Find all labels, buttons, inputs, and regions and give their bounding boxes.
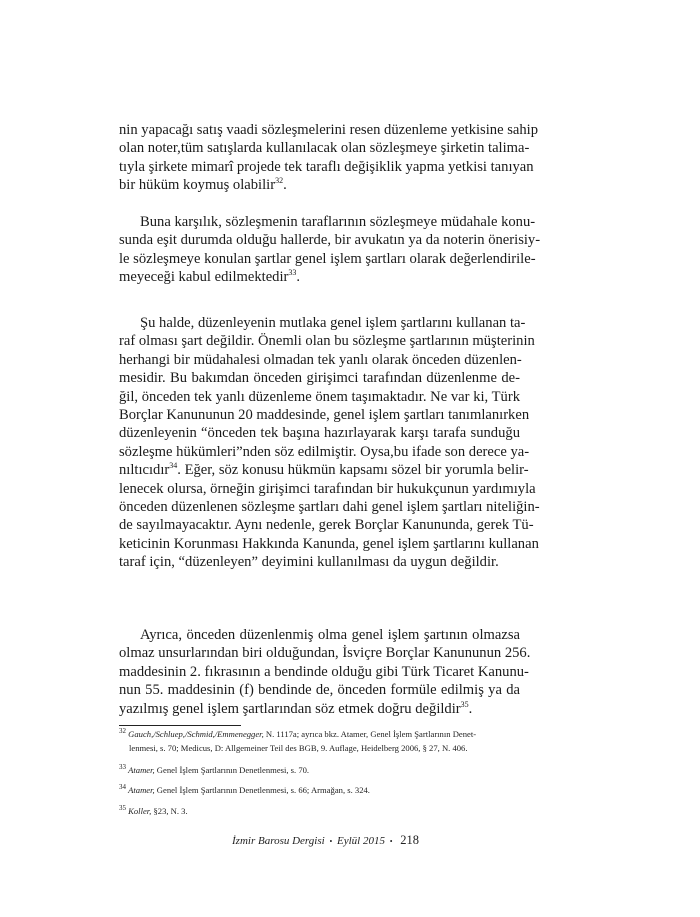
footnote-text: §23, N. 3. bbox=[151, 806, 188, 816]
text-line-last: meyeceği kabul edilmektedir$^{33}$. bbox=[119, 268, 301, 286]
footnote-32 bbox=[119, 728, 529, 755]
footnote-35 bbox=[119, 805, 529, 819]
issue-date: Eylül 2015 bbox=[337, 835, 385, 847]
text-line: olan noter,tüm satışlarda kullanılacak olan sözleşmeye şirketin talima- bbox=[119, 140, 530, 157]
text-fragment: meyeceği kabul edilmektedir bbox=[119, 269, 289, 286]
text-line: mesidir. Bu bakımdan önceden girişimci tarafından düzenlenme de- bbox=[119, 370, 520, 387]
footnote-ref-34: 34 bbox=[169, 461, 178, 471]
text-fragment: bir hüküm koymuş olabilir bbox=[119, 177, 276, 194]
text-line: le sözleşmeye konulan şartlar genel işlem şartları olarak değerlendirile- bbox=[119, 250, 536, 267]
journal-name: İzmir Barosu Dergisi bbox=[232, 835, 325, 847]
text-line: herhangi bir müdahalesi olmadan tek yanlı olarak önceden düzenlen- bbox=[119, 351, 522, 368]
text-line: lenecek olursa, örneğin girişimci tarafından bir hukukçunun yardımıyla bbox=[119, 480, 536, 497]
page-footer bbox=[232, 833, 419, 848]
text-line-last: taraf için, “düzenleyen” deyimini kullanılması da uygun değildir. bbox=[119, 554, 499, 571]
footnote-34 bbox=[119, 784, 529, 798]
footnote-ref-32: 32 bbox=[275, 176, 284, 186]
text-line: de sayılmayacaktır. Aynı nedenle, gerek Borçlar Kanununda, gerek Tü- bbox=[119, 517, 534, 534]
paragraph-1 bbox=[119, 121, 539, 195]
footnote-authors: Atamer, bbox=[128, 785, 155, 795]
text-line: Buna karşılık, sözleşmenin taraflarının sözleşmeye müdahale konu- bbox=[140, 214, 536, 230]
footnote-number: 32 bbox=[119, 727, 126, 736]
text-fragment: yazılmış genel işlem şartlarından söz etmek doğru değildir bbox=[119, 700, 461, 717]
footnote-separator bbox=[119, 725, 241, 726]
footnote-text: Genel İşlem Şartlarının Denetlenmesi, s. 66; Armağan, s. 324. bbox=[154, 785, 370, 795]
text-line: ğil, önceden tek yanlı düzenleme önem taşımaktadır. Ne var ki, Türk bbox=[119, 388, 520, 405]
text-fragment: nıltıcıdır bbox=[119, 462, 170, 479]
text-line: olmaz unsurlarından biri olduğundan, İsviçre Borçlar Kanununun 256. bbox=[119, 645, 531, 662]
page-number: 218 bbox=[400, 833, 420, 847]
footnote-text: Genel İşlem Şartlarının Denetlenmesi, s. 70. bbox=[154, 765, 310, 775]
paragraph-4 bbox=[119, 626, 531, 718]
text-line: nun 55. maddesinin (f) bendinde de, önceden formüle edilmiş ya da bbox=[119, 682, 520, 699]
text-line-last: bir hüküm koymuş olabilir$^{32}$. bbox=[119, 176, 287, 194]
text-line: Şu halde, düzenleyenin mutlaka genel işlem şartlarını kullanan ta- bbox=[140, 315, 526, 331]
footnote-authors: Atamer, bbox=[128, 765, 155, 775]
footnote-number: 35 bbox=[119, 804, 126, 813]
paragraph-2 bbox=[119, 213, 541, 287]
footnote-text: N. 1117a; ayrıca bkz. Atamer, Genel İşlem Şartlarının Denet- bbox=[263, 729, 477, 739]
footnote-33 bbox=[119, 764, 529, 778]
text-line-last: yazılmış genel işlem şartlarından söz etmek doğru değildir$^{35}$. bbox=[119, 699, 473, 717]
footnote-authors: Gauch,/Schluep,/Schmid,/Emmenegger, bbox=[128, 729, 264, 739]
footnote-text-cont: lenmesi, s. 70; Medicus, D: Allgemeiner Teil des BGB, 9. Auflage, Heidelberg 2006, § 27, N. 406. bbox=[129, 742, 468, 753]
text-line bbox=[119, 461, 529, 479]
text-line: sunda eşit durumda olduğu hallerde, bir avukatın ya da noterin önerisiy- bbox=[119, 232, 541, 249]
text-line: nin yapacağı satış vaadi sözleşmelerini resen düzenleme yetkisine sahip bbox=[119, 122, 539, 138]
text-line: Borçlar Kanununun 20 maddesinde, genel işlem şartları tanımlanırken bbox=[119, 407, 530, 424]
text-line: tıyla şirkete mimarî projede tek taraflı değişiklik yapma yetkisi tanıyan bbox=[119, 158, 534, 175]
text-line: keticinin Korunması Hakkında Kanunda, genel işlem şartlarını kullanan bbox=[119, 535, 539, 552]
text-line: sözleşme hükümleri”nden söz edilmiştir. Oysa,bu ifade son derece ya- bbox=[119, 443, 530, 460]
text-line: Ayrıca, önceden düzenlenmiş olma genel işlem şartının olmazsa bbox=[140, 627, 520, 643]
footnote-ref-33: 33 bbox=[288, 268, 297, 278]
text-line: önceden düzenlenen sözleşme şartları dahi genel işlem şartları niteliğin- bbox=[119, 499, 540, 516]
footnote-authors: Koller, bbox=[128, 806, 152, 816]
separator-dot: • bbox=[389, 836, 393, 846]
footnote-number: 34 bbox=[119, 783, 126, 792]
text-line: raf olması şart değildir. Önemli olan bu sözleşme şartlarının müşterinin bbox=[119, 333, 535, 350]
text-fragment: . Eğer, söz konusu hükmün kapsamı sözel bir yorumla belir- bbox=[177, 462, 529, 479]
footnote-ref-35: 35 bbox=[460, 699, 469, 709]
text-line: maddesinin 2. fıkrasının a bendinde olduğu gibi Türk Ticaret Kanunu- bbox=[119, 663, 529, 680]
paragraph-3 bbox=[119, 314, 540, 572]
text-line: düzenleyenin “önceden tek başına hazırlayarak karşı tarafa sunduğu bbox=[119, 425, 520, 442]
separator-dot: • bbox=[329, 836, 333, 846]
footnote-number: 33 bbox=[119, 763, 126, 772]
